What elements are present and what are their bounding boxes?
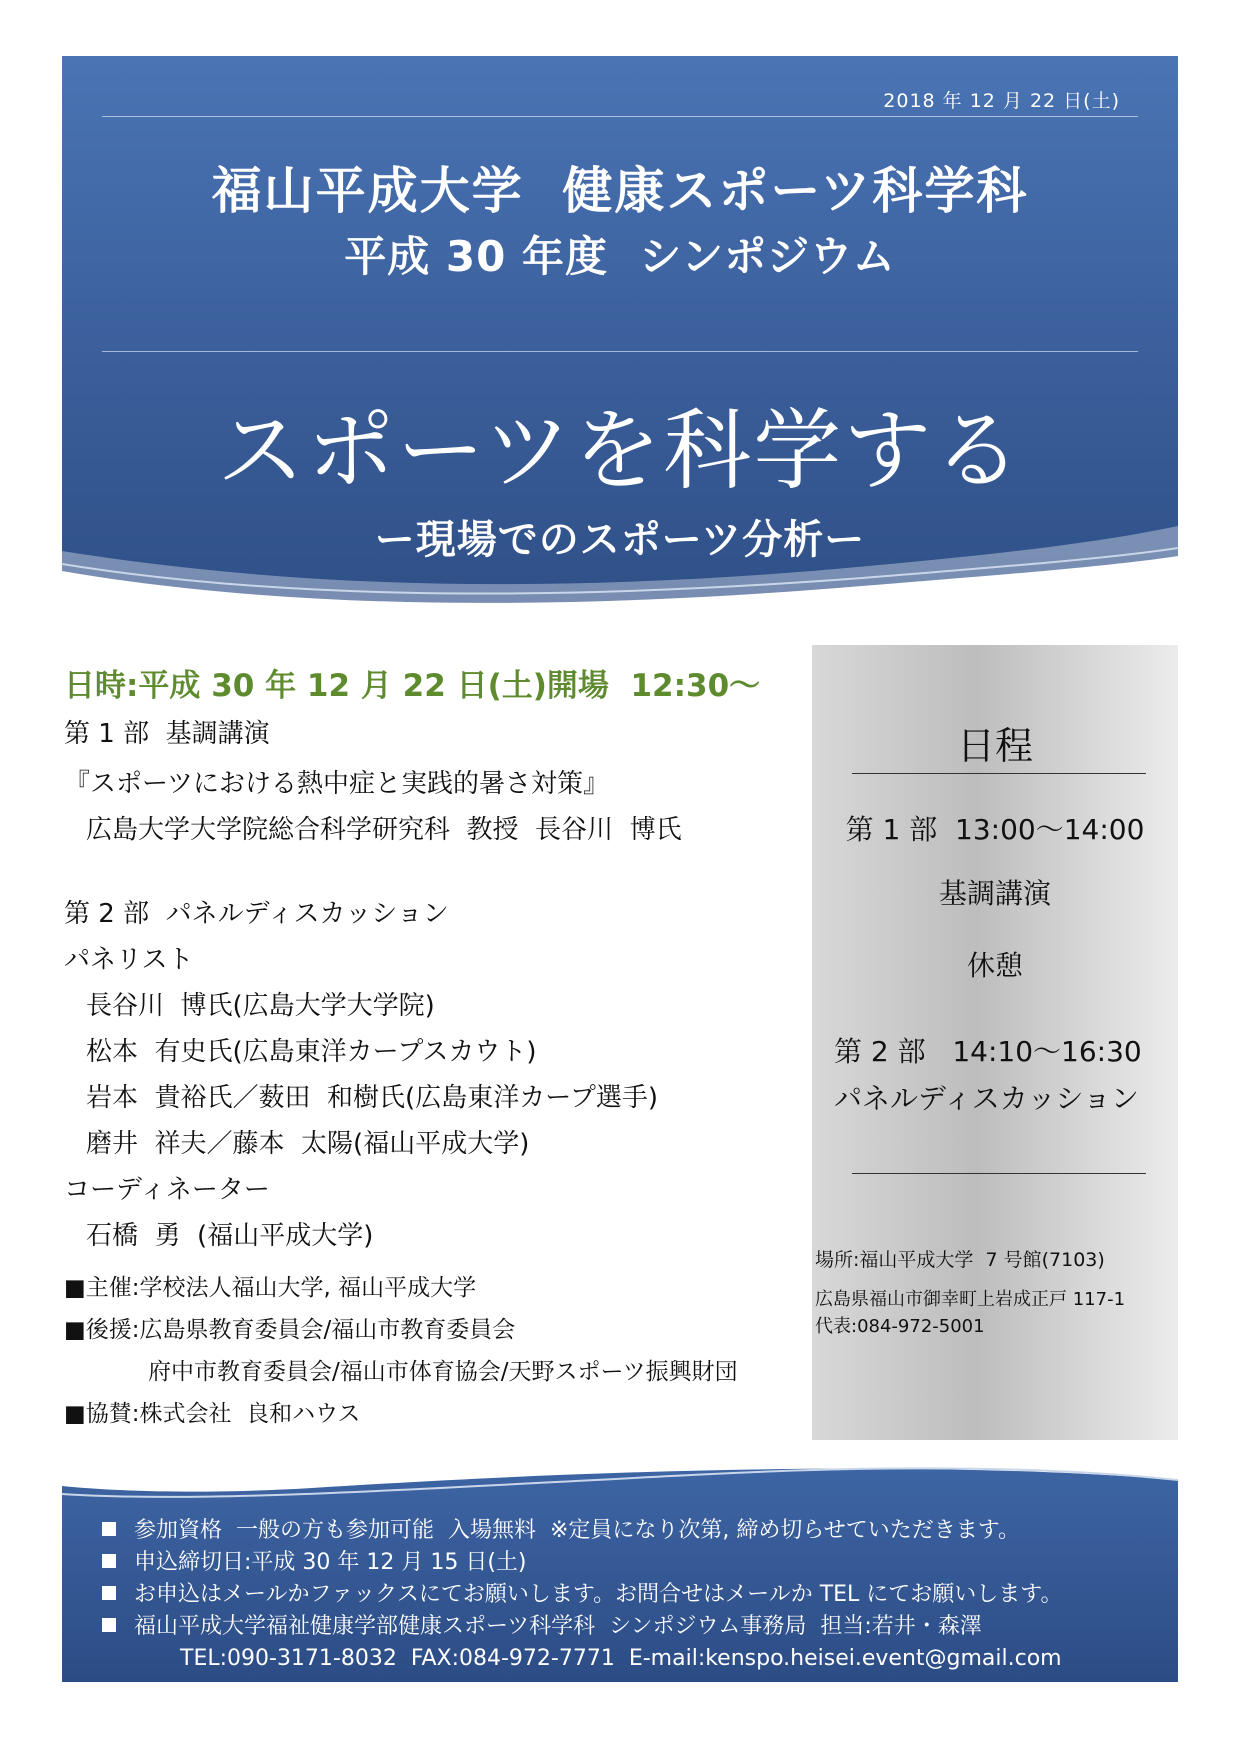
panelist-item: 松本 有史氏(広島東洋カープスカウト) <box>86 1037 537 1067</box>
subtitle: ー現場でのスポーツ分析ー <box>374 517 866 563</box>
coordinator: 石橋 勇 (福山平成大学) <box>86 1221 374 1251</box>
organizer: ■主催:学校法人福山大学, 福山平成大学 <box>64 1275 477 1301</box>
schedule-part2: 第 2 部 14:10～16:30 <box>834 1035 1142 1068</box>
event-date: 2018 年 12 月 22 日(土) <box>883 90 1120 112</box>
panelist-item: 磨井 祥夫／藤本 太陽(福山平成大学) <box>86 1129 530 1159</box>
footer-item: 参加資格 一般の方も参加可能 入場無料 ※定員になり次第, 締め切らせていただきます。 <box>102 1515 1063 1547</box>
schedule-sidebar <box>812 645 1178 1440</box>
header-wave-decoration <box>62 496 1178 616</box>
venue: 場所:福山平成大学 7 号館(7103) <box>815 1249 1105 1271</box>
bullet-square-icon <box>102 1618 116 1632</box>
panelist-item: 岩本 貴裕氏／薮田 和樹氏(広島東洋カープ選手) <box>86 1083 659 1113</box>
panelist-heading: パネリスト <box>64 945 194 975</box>
bullet-square-icon <box>102 1554 116 1568</box>
bullet-square-icon <box>102 1586 116 1600</box>
schedule-divider-top <box>852 773 1146 774</box>
part2-heading: 第 2 部 パネルディスカッション <box>64 899 449 929</box>
university-title: 福山平成大学 健康スポーツ科学科 <box>211 162 1029 220</box>
support: ■後援:広島県教育委員会/福山市教育委員会 <box>64 1317 516 1343</box>
footer-info-list <box>102 1515 1063 1675</box>
main-title: スポーツを科学する <box>216 399 1024 502</box>
header-banner <box>62 56 1178 616</box>
lecture-title: 『スポーツにおける熱中症と実践的暑さ対策』 <box>64 769 609 799</box>
sponsor: ■協賛:株式会社 良和ハウス <box>64 1401 361 1427</box>
footer-wave-decoration <box>62 1450 1178 1510</box>
footer-item: 申込締切日:平成 30 年 12 月 15 日(土) <box>102 1547 1063 1579</box>
schedule-title: 日程 <box>956 724 1033 768</box>
header-divider-top <box>102 116 1138 117</box>
coordinator-heading: コーディネーター <box>64 1175 270 1205</box>
schedule-break: 休憩 <box>966 949 1023 982</box>
schedule-panel: パネルディスカッション <box>834 1082 1139 1115</box>
event-datetime: 日時:平成 30 年 12 月 22 日(土)開場 12:30～ <box>64 668 761 704</box>
part1-heading: 第 1 部 基調講演 <box>64 719 270 749</box>
symposium-title: 平成 30 年度 シンポジウム <box>344 232 896 281</box>
footer-banner <box>62 1450 1178 1682</box>
header-divider-middle <box>102 351 1138 352</box>
schedule-keynote: 基調講演 <box>938 877 1051 910</box>
footer-contact: TEL:090-3171-8032 FAX:084-972-7771 E-mail:kenspo.heisei.event@gmail.com <box>180 1646 1062 1671</box>
lecturer: 広島大学大学院総合科学研究科 教授 長谷川 博氏 <box>86 815 682 845</box>
venue-phone: 代表:084-972-5001 <box>815 1316 985 1337</box>
bullet-square-icon <box>102 1522 116 1536</box>
schedule-divider-bottom <box>852 1173 1146 1174</box>
panelist-item: 長谷川 博氏(広島大学大学院) <box>86 991 435 1021</box>
program-section <box>64 660 804 1435</box>
schedule-part1: 第 1 部 13:00～14:00 <box>845 813 1145 846</box>
footer-item: お申込はメールかファックスにてお願いします。お問合せはメールか TEL にてお願いします。 <box>102 1579 1063 1611</box>
footer-item: 福山平成大学福祉健康学部健康スポーツ科学科 シンポジウム事務局 担当:若井・森澤 <box>102 1611 1063 1643</box>
support-continued: 府中市教育委員会/福山市体育協会/天野スポーツ振興財団 <box>148 1359 738 1385</box>
venue-address: 広島県福山市御幸町上岩成正戸 117-1 <box>815 1289 1126 1310</box>
